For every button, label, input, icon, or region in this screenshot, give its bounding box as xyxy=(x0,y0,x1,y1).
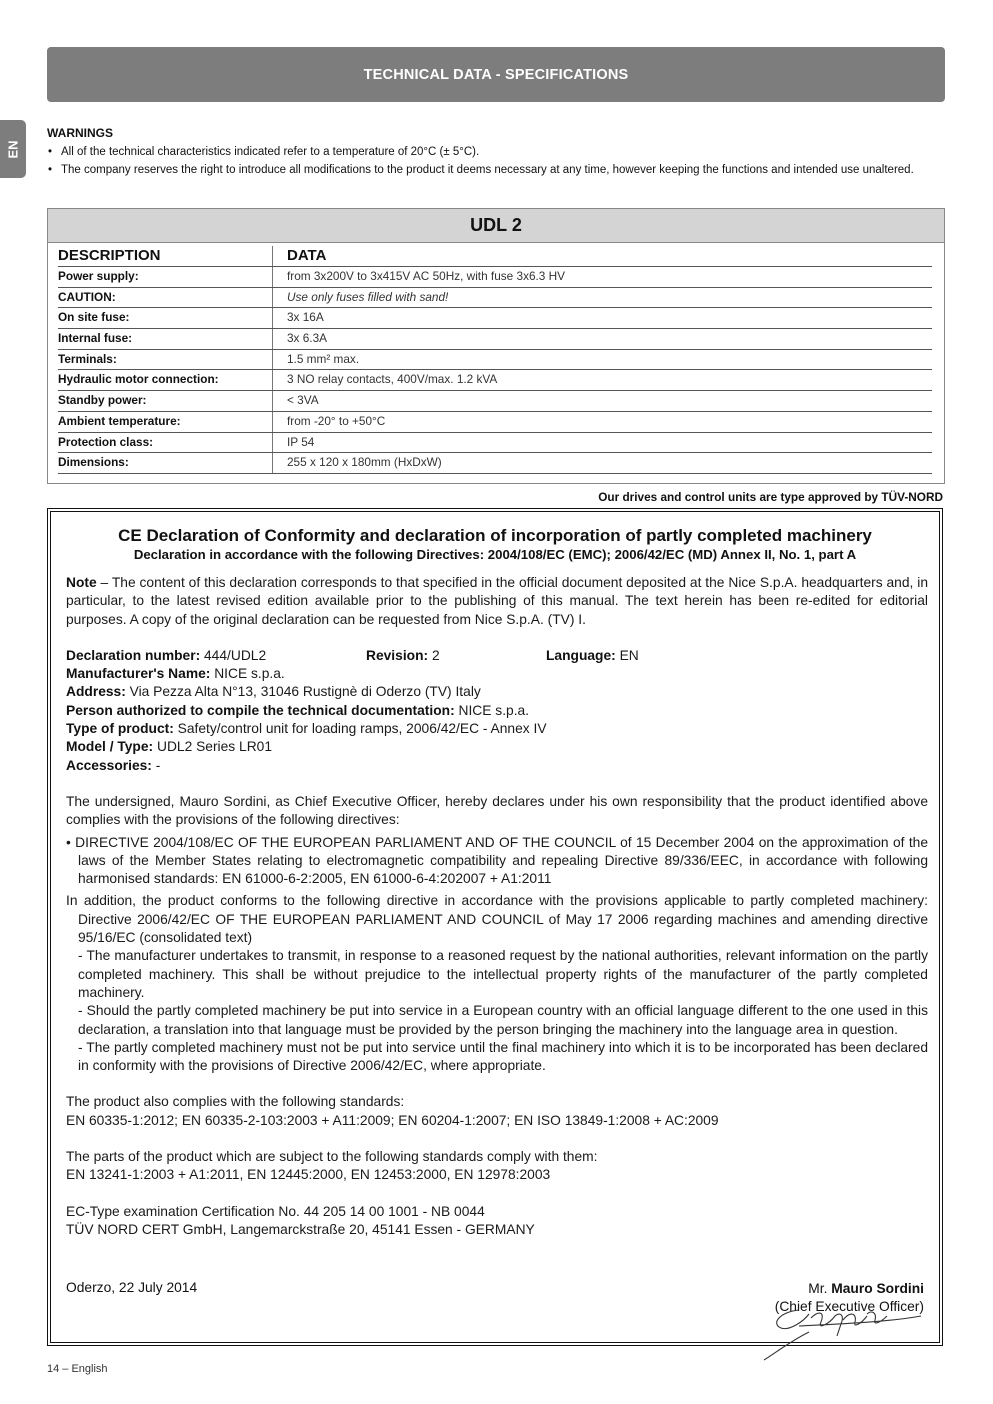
declaration-body xyxy=(66,574,928,1239)
note-label: Note xyxy=(66,575,97,590)
declaration-subtitle: Declaration in accordance with the following Directives: 2004/108/EC (EMC); 2006/42/EC (MD) Annex II, No. 1, part A xyxy=(133,547,857,562)
row-value: IP 54 xyxy=(287,434,315,449)
parts-intro: The parts of the product which are subject to the following standards comply with them: xyxy=(66,1149,598,1165)
model-label: Model / Type: xyxy=(66,739,154,755)
table-row xyxy=(58,370,932,391)
note-paragraph xyxy=(66,574,928,629)
manufacturer-line xyxy=(66,665,928,683)
standards-list: EN 60335-1:2012; EN 60335-2-103:2003 + A11:2009; EN 60204-1:2007; EN ISO 13849-1:2008 + AC:2009 xyxy=(66,1112,719,1128)
ec-type-certification: EC-Type examination Certification No. 44 205 14 00 1001 - NB 0044 xyxy=(66,1203,485,1219)
place-date: Oderzo, 22 July 2014 xyxy=(66,1280,198,1295)
clause-3: - The partly completed machinery must not be put into service until the final machinery into which it is to be incorporated has been declared in conformity with the provisions of Directive 2006/42/EC, where appropriate. xyxy=(78,1039,928,1074)
table-row xyxy=(58,329,932,350)
spec-table-title xyxy=(48,209,944,243)
address-line xyxy=(66,683,928,701)
language-label: Language: xyxy=(546,647,616,663)
row-label: Ambient temperature: xyxy=(58,412,273,432)
col-header-data: DATA xyxy=(287,247,327,264)
row-label: On site fuse: xyxy=(58,308,273,328)
revision-label: Revision: xyxy=(366,647,429,663)
declaration-meta-row xyxy=(66,647,928,665)
declaration-title: CE Declaration of Conformity and declaration of incorporation of partly completed machinery xyxy=(118,526,872,545)
address-label: Address: xyxy=(66,684,126,700)
product-type-line xyxy=(66,720,928,738)
address-value: Via Pezza Alta N°13, 31046 Rustignè di Oderzo (TV) Italy xyxy=(125,684,481,700)
table-row xyxy=(58,350,932,371)
row-value: 3 NO relay contacts, 400V/max. 1.2 kVA xyxy=(287,372,498,387)
row-value: from 3x200V to 3x415V AC 50Hz, with fuse 3x6.3 HV xyxy=(287,269,566,283)
signer-prefix: Mr. xyxy=(808,1281,832,1296)
decl-number-label: Declaration number: xyxy=(66,647,201,663)
language-tab-label: EN xyxy=(5,139,21,159)
signer-name: Mauro Sordini xyxy=(831,1281,924,1296)
table-row xyxy=(58,453,932,474)
col-header-description: DESCRIPTION xyxy=(58,246,273,266)
row-value: 255 x 120 x 180mm (HxDxW) xyxy=(287,455,442,470)
row-label: Internal fuse: xyxy=(58,329,273,349)
warnings-title: WARNINGS xyxy=(47,126,113,140)
spec-table-box xyxy=(47,208,945,484)
bullet-icon: • xyxy=(48,145,53,158)
section-header-banner xyxy=(47,47,945,102)
declaration-box xyxy=(47,508,943,1346)
table-row xyxy=(58,412,932,433)
warning-item xyxy=(47,145,945,161)
language-value: EN xyxy=(615,647,639,663)
product-type-value: Safety/control unit for loading ramps, 2006/42/EC - Annex IV xyxy=(173,721,547,737)
table-row xyxy=(58,288,932,309)
signer-role: (Chief Executive Officer) xyxy=(774,1299,924,1315)
decl-number: 444/UDL2 xyxy=(200,647,267,663)
warning-text: The company reserves the right to introduce all modifications to the product it deems necessary at any time, however keeping the functions and intended use unaltered. xyxy=(61,164,914,176)
table-row xyxy=(58,391,932,412)
warnings-list xyxy=(47,145,945,179)
row-value: 1.5 mm² max. xyxy=(287,351,360,366)
warning-text: All of the technical characteristics indicated refer to a temperature of 20°C (± 5°C). xyxy=(61,145,480,158)
row-label: Hydraulic motor connection: xyxy=(58,370,273,390)
accessories-value: - xyxy=(151,757,161,773)
person-line xyxy=(66,702,928,720)
warning-item xyxy=(47,163,945,179)
person-value: NICE s.p.a. xyxy=(454,702,530,718)
manufacturer-value: NICE s.p.a. xyxy=(210,666,285,682)
row-label: Protection class: xyxy=(58,433,273,453)
undersigned-paragraph: The undersigned, Mauro Sordini, as Chief Executive Officer, hereby declares under his own responsibility that the product identified above complies with the provisions of the following directives: xyxy=(66,793,928,828)
table-row xyxy=(58,433,932,454)
spec-table xyxy=(58,246,932,474)
handwritten-signature xyxy=(759,1302,929,1362)
accessories-label: Accessories: xyxy=(66,757,152,773)
table-row xyxy=(58,308,932,329)
clause-2: - Should the partly completed machinery be put into service in a European country with an official language different to the one used in this declaration, a translation into that language must be provided by the person bringing the machinery into the language area in question. xyxy=(78,1003,928,1037)
spec-table-header-row xyxy=(58,246,932,267)
model-line xyxy=(66,738,928,756)
parts-standards: EN 13241-1:2003 + A1:2011, EN 12445:2000, EN 12453:2000, EN 12978:2003 xyxy=(66,1167,551,1183)
directive-emc: • DIRECTIVE 2004/108/EC OF THE EUROPEAN PARLIAMENT AND OF THE COUNCIL of 15 December 2004 on the approximation of the laws of the Member States relating to electromagnetic compatibility and repealing Directive 89/336/EEC, in accordance with following harmonised standards: EN 61000-6-2:2005, EN 61000-6-4:202007 + A1:2011 xyxy=(66,834,928,887)
addition-paragraph: In addition, the product conforms to the following directive in accordance with the provisions applicable to partly completed machinery: Directive 2006/42/EC OF THE EUROPEAN PARLIAMENT AND COUNCIL of May 17 2006 regarding machines and amending directive 95/16/EC (consolidated text) xyxy=(66,893,928,946)
product-name: UDL 2 xyxy=(470,215,522,235)
bullet-icon: • xyxy=(48,164,53,176)
row-value: 3x 16A xyxy=(287,310,324,325)
note-text: – The content of this declaration corresponds to that specified in the official document deposited at the Nice S.p.A. headquarters and, in particular, to the latest revised edition available prior to the publishing of this manual. The text herein has been re-edited for editorial purposes. A copy of the original declaration can be requested from Nice S.p.A. (TV) I. xyxy=(66,575,928,627)
revision-value: 2 xyxy=(428,647,440,663)
manufacturer-label: Manufacturer's Name: xyxy=(66,666,211,682)
page-footer: 14 – English xyxy=(47,1363,108,1375)
section-title: TECHNICAL DATA - SPECIFICATIONS xyxy=(363,66,629,83)
row-label: Terminals: xyxy=(58,350,273,370)
row-label: Standby power: xyxy=(58,391,273,411)
standards-intro: The product also complies with the following standards: xyxy=(66,1094,405,1110)
row-label: CAUTION: xyxy=(58,288,273,308)
row-value: < 3VA xyxy=(287,393,319,408)
declaration-inner-frame xyxy=(50,511,940,1343)
tuv-address: TÜV NORD CERT GmbH, Langemarckstraße 20, 45141 Essen - GERMANY xyxy=(66,1221,535,1237)
warnings-section xyxy=(47,126,945,182)
type-approval-note: Our drives and control units are type approved by TÜV-NORD xyxy=(598,490,943,504)
product-type-label: Type of product: xyxy=(66,721,174,737)
row-value: from -20° to +50°C xyxy=(287,413,386,428)
row-label: Dimensions: xyxy=(58,453,273,473)
table-row xyxy=(58,267,932,288)
row-value: Use only fuses filled with sand! xyxy=(287,289,449,304)
row-value: 3x 6.3A xyxy=(287,331,328,346)
person-label: Person authorized to compile the technical documentation: xyxy=(66,702,455,718)
accessories-line xyxy=(66,757,928,775)
model-value: UDL2 Series LR01 xyxy=(153,739,273,755)
clause-1: - The manufacturer undertakes to transmit, in response to a reasoned request by the national authorities, relevant information on the partly completed machinery. This shall be without prejudice to the intellectual property rights of the manufacturer of the partly completed machinery. xyxy=(78,948,928,1000)
row-label: Power supply: xyxy=(58,267,273,287)
language-tab xyxy=(0,120,26,178)
